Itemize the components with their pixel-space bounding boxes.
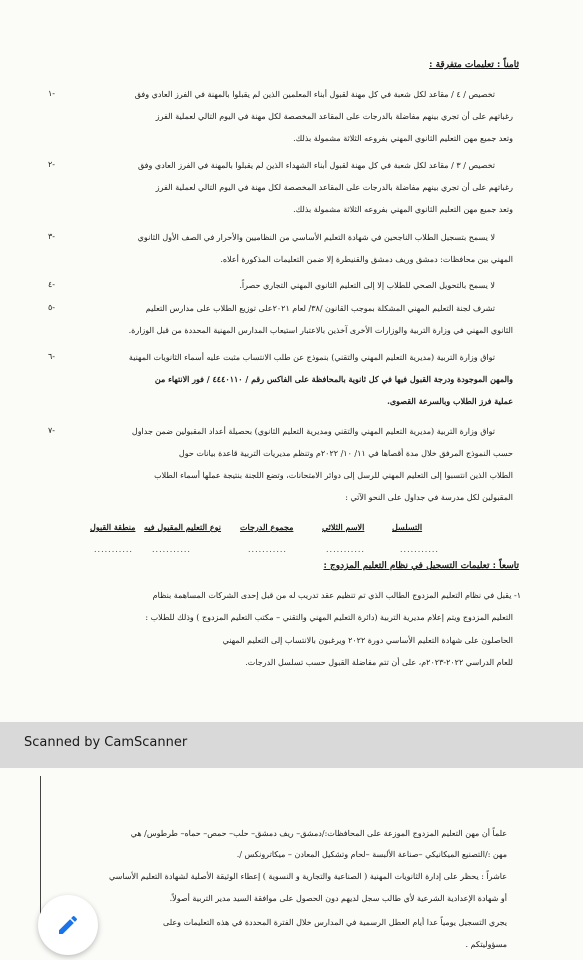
item-number: ١- [48,89,55,98]
item-line: رغباتهم على أن تجري بينهم مفاضلة بالدرجات على المقاعد المخصصة لكل مهنة في اليوم التالي لعملية الفرز [155,112,513,121]
table-column-header: نوع التعليم المقبول فيه [144,522,222,532]
table-placeholder: ........... [248,545,287,554]
item-number: ٣- [48,232,55,241]
table-column-header: منطقة القبول [90,522,136,532]
item-line: لا يسمح بالتحويل الصحي للطلاب إلا إلى التعليم الثانوي المهني التجاري حصراً. [239,281,495,290]
item-number: ٦- [48,352,55,361]
item-line: المقبولين لكل مدرسة في جداول على النحو الآتي : [345,493,513,502]
table-column-header: مجموع الدرجات [240,522,294,532]
pencil-icon [56,913,80,937]
item-line: الثانوي المهني في وزارة التربية والوزارات الأخرى آخذين بالاعتبار استيعاب المدارس المهنية المحددة من قبل الوزارة. [128,326,513,335]
table-column-header: التسلسل [392,522,423,532]
page2-line: عاشراً : يحظر على إدارة الثانويات المهنية ( الصناعية والتجارية و النسوية ) إعطاء الوثيقة الأصلية لشهادة التعليم الأساسي [108,872,507,881]
section-9-line: للعام الدراسي ٢٠٢٢-٢٠٢٣م، على أن تتم مفاضلة القبول حسب تسلسل الدرجات. [245,658,513,667]
page2-line: مهن :/التصنيع الميكانيكي –صناعة الألبسة –لحام وتشكيل المعادن – ميكاترونكس /. [236,850,507,859]
item-line: تواق وزارة التربية (مديرية التعليم المهني والتقني) بنموذج عن طلب الانتساب مثبت عليه أسماء الثانويات المهنية [128,353,495,362]
scan-watermark-caption: Scanned by CamScanner [24,735,188,750]
item-number: ٥- [48,303,55,312]
item-line: وتعد جميع مهن التعليم الثانوي المهني بفروعه الثلاثة مشمولة بذلك. [293,134,513,143]
page2-line: أو شهادة الإعدادية الشرعية لأي طالب سجل لديهم دون الحصول على موافقة السيد مدير التربية أصولاً. [169,894,507,903]
item-number: ٤- [48,280,55,289]
item-line: وتعد جميع مهن التعليم الثانوي المهني بفروعه الثلاثة مشمولة بذلك. [293,205,513,214]
item-line: المهني بين محافظات: دمشق وريف دمشق والقنيطرة إلا ضمن التعليمات المذكورة أعلاه. [220,255,513,264]
item-line: رغباتهم على أن تجري بينهم مفاضلة بالدرجات على المقاعد المخصصة لكل مهنة في اليوم التالي لعملية الفرز [155,183,513,192]
page2-line: علماً أن مهن التعليم المزدوج الموزعة على المحافظات:/دمشق– ريف دمشق– حلب– حمص– حماه– طرطوس/ هي [130,829,507,838]
item-line: الطلاب الذين انتسبوا إلى التعليم المهني للرسل إلى دوائر الامتحانات، وتضع اللجنة بنتيجة عملها أسماء الطلاب [154,471,513,480]
section-9-line: ١- يقبل في نظام التعليم المزدوج الطالب الذي تم تنظيم عقد تدريب له من قبل إحدى الشركات المساهمة بنظام [152,591,521,600]
section-8-heading: ثامناً : تعليمات متفرقة : [429,60,519,70]
table-placeholder: ........... [326,545,365,554]
item-line: لا يسمح بتسجيل الطلاب الناجحين في شهادة التعليم الأساسي من النظاميين والأحرار في الصف الأول الثانوي [137,233,495,242]
section-9-line: التعليم المزدوج ويتم إعلام مديرية التربية (دائرة التعليم المهني والتقني – مكتب التعليم المزدوج ) وذلك للطلاب : [145,613,513,622]
item-line: حسب النموذج المرفق خلال مدة أقصاها في ١١/ ١٠/ ٢٠٢٢م وتنظم مديريات التربية قاعدة بيانات حول [178,449,513,458]
item-line: والمهن الموجودة ودرجة القبول فيها في كل ثانوية بالمحافظة على الفاكس رقم / ٤٤٤٠١١٠ / فور الانتهاء من [154,374,513,384]
item-line: تواق وزارة التربية (مديرية التعليم المهني والتقني ومديرية التعليم الثانوي) بحصيلة أعداد المقبولين ضمن جداول [131,427,495,436]
item-line: تشرف لجنة التعليم المهني المشكلة بموجب القانون /٣٨/ لعام ٢٠٢١على توزيع الطلاب على مدارس التعليم [145,304,495,313]
item-line: تخصيص / ٤ / مقاعد لكل شعبة في كل مهنة لقبول أبناء المعلمين الذين لم يقبلوا بالمهنة في الفرز العادي وفق [134,90,495,99]
page2-line: مسؤوليتكم . [465,940,507,949]
section-9-heading: تاسعاً : تعليمات التسجيل في نظام التعليم المزدوج : [323,561,519,571]
item-line: تخصيص / ٣ / مقاعد لكل شعبة في كل مهنة لقبول أبناء الشهداء الذين لم يقبلوا بالمهنة في الفرز العادي وفق [138,161,495,170]
table-placeholder: ........... [152,545,191,554]
item-number: ٢- [48,160,55,169]
item-number: ٧- [48,426,55,435]
table-placeholder: ........... [94,545,133,554]
section-9-line: الحاصلون على شهادة التعليم الأساسي دورة ٢٠٢٢ ويرغبون بالانتساب إلى التعليم المهني [222,636,513,645]
page2-line: يجري التسجيل يومياً عدا أيام العطل الرسمية في المدارس خلال الفترة المحددة في هذه التعليمات وعلى [163,918,507,927]
edit-fab-button[interactable] [38,895,98,955]
table-placeholder: ........... [400,545,439,554]
table-column-header: الاسم الثلاثي [322,522,365,532]
item-line: عملية فرز الطلاب وبالسرعة القصوى. [387,396,513,406]
